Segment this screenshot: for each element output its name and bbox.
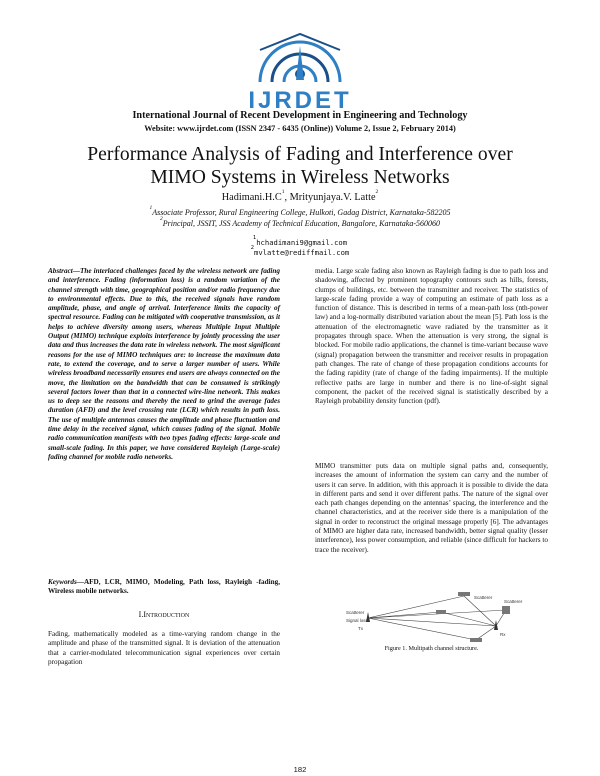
abstract-text: The interlaced challenges faced by the wireless network are fading and interference. Fading (information loss) is a random variation of the channel strength with time, geographical position and/or radio frequency due to environmental effects. Due to this, the received signals have random amplitude, phase, and angle of arrival. Interference limits the capacity of spectral resource. Fading can be mitigated with cooperative transmission, as it helps to achieve diversity among users, whereas Multiple Input Multiple Output (MIMO) technique exploits interference by jointly processing the user data and thus increases the data rate in wireless network. The most significant reasons for the use of MIMO techniques are: to increase the maximum data rate, to extend the coverage, and to serve a larger number of users. While wireless broadband necessarily ensures end users are always connected on the move, the limitation on the bandwidth that can be consumed is strikingly several factors lower than that in a connected wire-line network. This makes us to deep see the reasons and thereby the need to grind the average fades duration (AFD) and the level crossing rate (LCR) which results in path loss. The use of multiple antennas causes the amplitude and phase fluctuation and time delay in the received signal, which causes fading of the signal. Mobile radio communication manifests with two types fading effects: large-scale and small-scale fading. In this paper, we have considered Rayleigh (Large-scale) fading channel for mobile radio networks. (48, 267, 281, 461)
journal-logo (200, 22, 400, 114)
keywords-text: AFD, LCR, MIMO, Modeling, Path loss, Rayleigh -fading, Wireless mobile networks. (48, 578, 280, 596)
journal-name: International Journal of Recent Development in Engineering and Technology (132, 110, 468, 121)
affiliations (0, 205, 600, 229)
abstract-label: Abstract— (48, 267, 80, 275)
right-column-paragraph-1: media. Large scale fading also known as Rayleigh fading is due to path loss and shadowing, affected by prominent topography contours such as hills, forests, clumps of buildings, etc. between the transmitter and receiver. The statistics of large-scale fading provide a way of computing an estimate of path loss as a function of distance. This is described in terms of a mean-path loss (nth-power law) and a log-normally distributed variation about the mean [5]. Path loss is the attenuation of the electromagnetic wave radiated by the transmitter as it propagates through space. When the attenuation is very strong, the signal is blocked. For mobile radio applications, the channel is time-variant because wave (signal) propagation between the transmitter and receiver results in propagation path changes. The rate of change of these propagation conditions accounts for the fading rapidity (rate of change of the fading impairments). If the multiple reflective paths are large in number and there is no line-of-sight signal component, the packet of the received signal is statistically described by a Rayleigh probability density function (pdf). (315, 267, 548, 406)
section-title: Introduction (143, 610, 190, 619)
section-heading-introduction (48, 610, 280, 619)
affiliation-1: $^1$Associate Professor, Rural Engineering College, Hulkoti, Gadag District, Karnataka-582205 (149, 205, 451, 217)
figure-label-loss: Signal loss (346, 618, 368, 623)
multipath-figure (346, 592, 526, 644)
scatterer-mid-icon (436, 610, 446, 614)
author-1: Hadimani.H.C (221, 192, 282, 203)
figure-path-line (368, 596, 464, 618)
emails (0, 235, 600, 258)
figure-path-line (476, 626, 496, 640)
figure-label-left: Scatterer (346, 610, 365, 615)
scatterer-right-icon (502, 606, 510, 614)
logo-arc-icon (260, 34, 340, 82)
keywords (48, 578, 280, 597)
author-2: Mrityunjaya.V. Latte (289, 192, 376, 203)
keywords-label: Keywords— (48, 578, 84, 586)
abstract (48, 267, 280, 462)
figure-label-tx: Tx (358, 626, 363, 631)
scatterer-top-icon (458, 592, 470, 596)
author-separator: , (284, 192, 290, 203)
author-1-sup: 1 (281, 189, 285, 195)
right-column-paragraph-2: MIMO transmitter puts data on multiple signal paths and, consequently, increases the amount of information the system can carry and the number of users it can serve. In addition, with this approach it is possible to divide the data in different parts and send it over different paths. The nature of the signal over each path changes depending on the antennas’ spacing, the interference and the channel characteristics, and at the receiver side there is a manipulation of the signal in order to reconstruct the original message properly [6]. The advantages of MIMO are higher data rate, increased bandwidth, better signal quality (lesser interference), less power consumption, and reliable (since difficult for hackers to trace the receiver). (315, 462, 548, 554)
scatterer-bottom-icon (470, 638, 482, 642)
page-number: 182 (293, 765, 307, 774)
author-2-sup: 2 (375, 189, 379, 195)
figure-caption: Figure 1. Multipath channel structure. (384, 645, 479, 652)
figure-label-scatterer-top: Scatterer (474, 595, 493, 600)
title-line-1: Performance Analysis of Fading and Interference over (87, 144, 513, 165)
email-2[interactable]: $^2$mvlatte@rediffmail.com (250, 245, 350, 257)
section-number: I. (138, 610, 144, 619)
journal-website: Website: www.ijrdet.com (ISSN 2347 - 6435 (Online)) Volume 2, Issue 2, February 2014) (144, 124, 456, 133)
title-line-2: MIMO Systems in Wireless Networks (150, 167, 450, 188)
authors (0, 189, 600, 203)
figure-label-scatterer-right: Scatterer (504, 599, 523, 604)
paper-title (40, 143, 560, 189)
email-1[interactable]: $^1$hchadimani9@gmail.com (252, 235, 348, 247)
introduction-text: Fading, mathematically modeled as a time-varying random change in the amplitude and phase of the transmitted signal. It is deviation of the attenuation that a carrier-modulated telecommunication signal experiences over certain propagation (48, 630, 280, 666)
figure-path-line (441, 612, 496, 626)
affiliation-2: $^2$Principal, JSSIT, JSS Academy of Technical Education, Bangalore, Karnataka-560060 (159, 215, 441, 228)
figure-label-rx: Rx (500, 632, 506, 637)
logo-text: IJRDET (248, 87, 352, 114)
